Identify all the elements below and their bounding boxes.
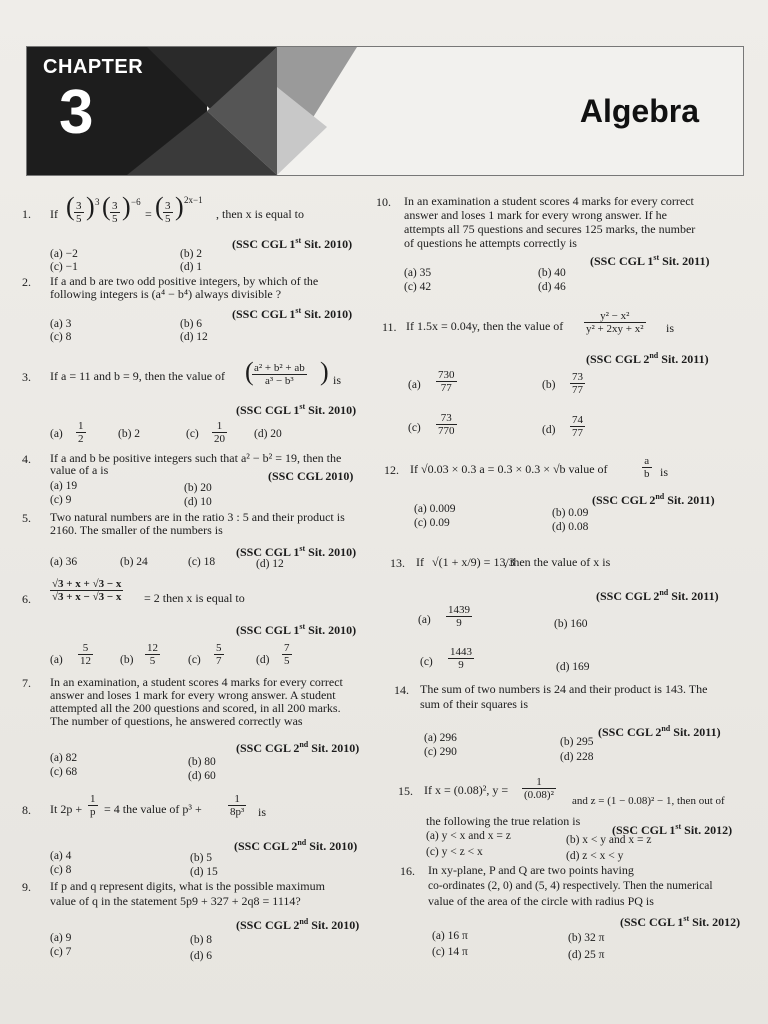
option-a: (a) 35 [404,267,432,279]
option-b: (b) [120,654,134,666]
question-2-line: If a and b are two odd positive integers, by which of the [50,274,319,288]
source-tag: (SSC CGL 1st Sit. 2010) [236,402,357,417]
option-c: (c) [408,422,421,434]
q15-line2: the following the true relation is [426,814,581,828]
question-7-line: The number of questions, he answered correctly was [50,714,303,728]
source-tag: (SSC CGL 1st Sit. 2010) [232,236,353,251]
question-10-line: In an examination a student scores 4 marks for every correct [404,194,694,208]
question-14-line: sum of their squares is [420,697,528,711]
option-a-frac: $\frac{5}{12}$ [80,642,91,667]
question-number: 12. [384,463,399,477]
option-a: (a) 36 [50,556,78,568]
option-b: (b) 160 [554,618,588,630]
option-a: (a) 4 [50,850,72,862]
q1-frac: $\frac{3}{5}$ [165,200,171,225]
option-c: (c) 18 [188,556,216,568]
question-number: 3. [22,370,31,384]
equals: = [145,207,152,221]
paren: ( [66,192,75,221]
q11-frac: $\frac{\text{y² − x²}}{\text{y² + 2xy + x²}}$ [586,310,644,335]
source-tag: (SSC CGL 2nd Sit. 2011) [592,492,715,507]
paren: ( [245,357,254,386]
option-b: (b) 32 π [568,932,605,944]
paren: ( [155,192,164,221]
source-tag: (SSC CGL 2nd Sit. 2010) [234,838,358,853]
q12-text: If √0.03 × 0.3 a = 0.3 × 0.3 × √b value of [410,462,608,476]
question-1 [50,192,380,224]
option-b-frac: $\frac{73}{77}$ [572,371,583,396]
option-d-frac: $\frac{7}{5}$ [284,642,290,667]
question-5-line: Two natural numbers are in the ratio 3 : 5 and their product is [50,510,345,524]
chapter-title: Algebra [579,93,699,129]
q1-post: , then x is equal to [216,207,304,221]
option-d: (d) [256,654,270,666]
question-number: 2. [22,275,31,289]
q1-frac: $\frac{3}{5}$ [76,200,82,225]
option-a: (a) 9 [50,932,72,944]
option-b: (b) 6 [180,318,203,330]
question-14-line: The sum of two numbers is 24 and their product is 143. The [420,682,708,696]
option-d: (d) 169 [556,661,590,673]
q12-frac: $\frac{a}{b}$ [644,455,650,480]
question-number: 13. [390,556,405,570]
option-c: (c) y < z < x [426,846,483,858]
option-d: (d) 0.08 [552,521,589,533]
option-a: (a) [50,428,63,440]
question-5-line: 2160. The smaller of the numbers is [50,523,223,537]
source-tag: (SSC CGL 2nd Sit. 2010) [236,917,360,932]
option-c: (c) [420,656,433,668]
option-d: (d) 46 [538,281,566,293]
question-9-line: value of q in the statement 5p9 + 327 + 2q8 = 1114? [50,894,301,908]
q15-post: and z = (1 − 0.08)² − 1, then out of [572,795,725,807]
paren: ( [102,192,111,221]
paren: ) [122,192,131,221]
q13-pre: If [416,555,424,569]
source-tag: (SSC CGL 2nd Sit. 2011) [598,724,721,739]
question-number: 11. [382,320,397,334]
q3-frac: $\frac{\text{a² + b² + ab}}{\text{a³ − b³}}$ [254,362,305,387]
option-a: (a) 16 π [432,930,468,942]
option-a: (a) 3 [50,318,72,330]
q1-frac: $\frac{3}{5}$ [112,200,118,225]
question-2-line: following integers is (a⁴ − b⁴) always divisible ? [50,287,282,301]
option-b: (b) 20 [184,482,212,494]
option-b: (b) x < y and x = z [566,834,652,846]
option-a-frac: $\frac{1}{2}$ [78,420,84,445]
option-d-frac: $\frac{74}{77}$ [572,414,583,439]
option-c: (c) [188,654,201,666]
chapter-banner [26,46,744,176]
option-b: (b) 5 [190,852,213,864]
question-number: 14. [394,683,409,697]
question-number: 16. [400,864,415,878]
question-10-line: answer and loses 1 mark for every wrong answer. If he [404,208,667,222]
source-tag: (SSC CGL 2nd Sit. 2011) [596,588,719,603]
option-d: (d) 60 [188,770,216,782]
option-d: (d) [542,424,556,436]
source-tag: (SSC CGL 2nd Sit. 2010) [236,740,360,755]
option-c: (c) 14 π [432,946,468,958]
option-c: (c) 68 [50,766,78,778]
paren: ) [86,192,95,221]
q1-exp3: 2x−1 [184,195,203,205]
q3-post: is [333,373,342,387]
source-tag: (SSC CGL 1st Sit. 2010) [236,544,357,559]
option-d: (d) 10 [184,496,212,508]
decorative-triangles [127,47,387,175]
q1-exp2: −6 [131,197,141,207]
question-number: 6. [22,592,31,606]
question-16-line: In xy-plane, P and Q are two points having [428,863,634,877]
option-c: (c) 8 [50,864,72,876]
option-b: (b) 24 [120,556,148,568]
option-b: (b) 2 [118,428,141,440]
paren: ) [175,192,184,221]
option-a-frac: $\frac{730}{77}$ [438,369,455,394]
question-number: 4. [22,452,31,466]
option-a-frac: $\frac{1439}{9}$ [448,604,470,629]
option-c: (c) 290 [424,746,457,758]
question-4-line: If a and b be positive integers such that a² − b² = 19, then the [50,451,342,465]
q12-post: is [660,465,669,479]
question-7-line: attempted all the 200 questions and scored, in all 200 marks. [50,701,341,715]
option-a: (a) 82 [50,752,78,764]
question-number: 15. [398,784,413,798]
option-d: (d) 12 [180,331,208,343]
option-b: (b) 80 [188,756,216,768]
option-b: (b) 40 [538,267,566,279]
option-c-frac: $\frac{5}{7}$ [216,642,222,667]
option-a: (a) [418,614,431,626]
source-tag: (SSC CGL 1st Sit. 2012) [612,822,733,837]
option-b: (b) [542,379,556,391]
option-c: (c) 42 [404,281,432,293]
option-c-frac: $\frac{1}{20}$ [214,420,225,445]
option-c-frac: $\frac{1443}{9}$ [450,646,472,671]
q11-pre: If 1.5x = 0.04y, then the value of [406,319,564,333]
option-d: (d) z < x < y [566,850,624,862]
option-c: (c) −1 [50,261,78,273]
option-c: (c) 0.09 [414,517,450,529]
option-b: (b) 0.09 [552,507,589,519]
option-c: (c) 7 [50,946,72,958]
option-a: (a) [408,379,421,391]
paren: ) [320,357,329,386]
question-3-text: If a = 11 and b = 9, then the value of [50,369,226,383]
question-7-line: In an examination, a student scores 4 marks for every correct [50,675,343,689]
question-number: 8. [22,803,31,817]
source-tag: (SSC CGL 1st Sit. 2010) [236,622,357,637]
q11-post: is [666,321,675,335]
option-d: (d) 6 [190,950,213,962]
q8-post: is [258,805,267,819]
question-4-line: value of a is [50,463,109,477]
q1-exp1: 3 [95,197,100,207]
question-10-line: of questions he attempts correctly is [404,236,577,250]
chapter-label: CHAPTER [43,56,144,78]
option-d: (d) 20 [254,428,282,440]
question-16-line: value of the area of the circle with radius PQ is [428,894,654,908]
q8-frac: $\frac{1}{\text{8p³}}$ [230,793,245,818]
option-a: (a) 0.009 [414,503,456,515]
question-16-line: co-ordinates (2, 0) and (5, 4) respectively. Then the numerical [428,880,713,892]
question-number: 5. [22,511,31,525]
option-b: (b) 2 [180,248,203,260]
question-number: 9. [22,880,31,894]
option-d: (d) 25 π [568,949,605,961]
source-tag: (SSC CGL 1st Sit. 2010) [232,306,353,321]
option-c: (c) [186,428,199,440]
source-tag: (SSC CGL 2nd Sit. 2011) [586,351,709,366]
option-a: (a) 19 [50,480,78,492]
q6-frac: $\frac{√3 + x + √3 - x}{√3 + x - √3 - x}$ [52,578,122,603]
option-d: (d) 12 [256,558,284,570]
option-b: (b) 295 [560,736,594,748]
option-c: (c) 9 [50,494,72,506]
question-number: 10. [376,195,391,209]
question-9-line: If p and q represent digits, what is the possible maximum [50,879,325,893]
question-7-line: answer and loses 1 mark for every wrong answer. A student [50,688,336,702]
q13-expression: √(1 + x/9) = 13/3 [432,555,515,569]
source-tag: (SSC CGL 2010) [268,469,354,483]
q15-pre: If x = (0.08)², y = [424,783,509,797]
option-a: (a) [50,654,63,666]
option-a: (a) 296 [424,732,457,744]
q8-frac: $\frac{1}{p}$ [90,793,96,818]
option-d: (d) 228 [560,751,594,763]
question-number: 7. [22,676,31,690]
option-c: (c) 8 [50,331,72,343]
option-d: (d) 15 [190,866,218,878]
option-a: (a) −2 [50,248,78,260]
q8-pre: It 2p + [50,802,83,816]
option-c-frac: $\frac{73}{770}$ [438,412,455,437]
option-a: (a) y < x and x = z [426,830,511,842]
q1-if: If [50,207,58,221]
option-d: (d) 1 [180,261,203,273]
option-b: (b) 8 [190,934,213,946]
q13-post: , then the value of x is [504,555,611,569]
question-number: 1. [22,207,31,221]
question-10-line: attempts all 75 questions and secures 125 marks, the number [404,222,696,236]
source-tag: (SSC CGL 1st Sit. 2012) [620,914,741,929]
q15-frac: $\frac{1}{\text{(0.08)²}}$ [524,776,554,801]
chapter-number: 3 [59,78,94,147]
q6-post: = 2 then x is equal to [144,591,245,605]
option-b-frac: $\frac{12}{5}$ [147,642,158,667]
q8-mid: = 4 the value of p³ + [104,802,202,816]
source-tag: (SSC CGL 1st Sit. 2011) [590,253,710,268]
